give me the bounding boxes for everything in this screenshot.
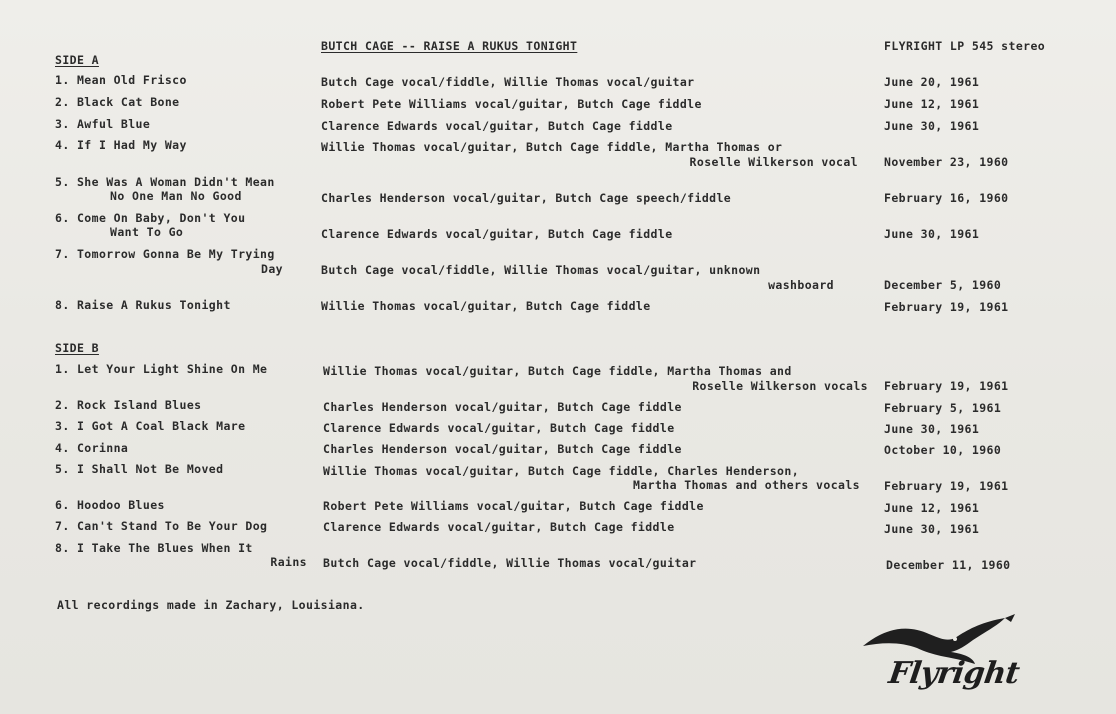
track-title: 3. I Got A Coal Black Mare — [55, 419, 246, 433]
track-title: 7. Can't Stand To Be Your Dog — [55, 519, 268, 533]
track-title: 3. Awful Blue — [55, 117, 151, 131]
recording-location-note: All recordings made in Zachary, Louisiana. — [57, 598, 365, 612]
track-title-cont: Want To Go — [110, 225, 184, 239]
track-title-cont: Day — [261, 262, 283, 276]
side-a-heading: SIDE A — [55, 53, 99, 67]
track-title-cont: No One Man No Good — [110, 189, 242, 203]
track-title: 2. Black Cat Bone — [55, 95, 180, 109]
catalog-number: FLYRIGHT LP 545 stereo — [884, 39, 1046, 53]
track-personnel: Charles Henderson vocal/guitar, Butch Cage fiddle — [323, 442, 682, 456]
album-title: BUTCH CAGE -- RAISE A RUKUS TONIGHT — [321, 39, 578, 53]
track-date: February 19, 1961 — [884, 479, 1009, 493]
track-date: June 30, 1961 — [884, 227, 980, 241]
track-personnel-cont: washboard — [768, 278, 834, 292]
track-date: February 19, 1961 — [884, 300, 1009, 314]
track-date: June 20, 1961 — [884, 75, 980, 89]
track-date: February 5, 1961 — [884, 401, 1002, 415]
track-date: November 23, 1960 — [884, 155, 1009, 169]
track-personnel: Clarence Edwards vocal/guitar, Butch Cage fiddle — [321, 119, 673, 133]
track-title: 7. Tomorrow Gonna Be My Trying — [55, 247, 275, 261]
track-personnel: Butch Cage vocal/fiddle, Willie Thomas vocal/guitar — [321, 75, 695, 89]
track-title: 6. Hoodoo Blues — [55, 498, 165, 512]
track-personnel: Willie Thomas vocal/guitar, Butch Cage fiddle, Martha Thomas or — [321, 140, 783, 154]
track-personnel: Butch Cage vocal/fiddle, Willie Thomas vocal/guitar, unknown — [321, 263, 761, 277]
track-date: December 5, 1960 — [884, 278, 1002, 292]
track-personnel: Willie Thomas vocal/guitar, Butch Cage fiddle — [321, 299, 651, 313]
track-title: 4. If I Had My Way — [55, 138, 187, 152]
track-personnel: Robert Pete Williams vocal/guitar, Butch Cage fiddle — [323, 499, 704, 513]
track-personnel-cont: Roselle Wilkerson vocal — [689, 155, 858, 169]
track-title: 4. Corinna — [55, 441, 129, 455]
track-title: 2. Rock Island Blues — [55, 398, 202, 412]
track-date: February 19, 1961 — [884, 379, 1009, 393]
track-personnel: Clarence Edwards vocal/guitar, Butch Cage fiddle — [321, 227, 673, 241]
track-title: 1. Mean Old Frisco — [55, 73, 187, 87]
track-date: June 30, 1961 — [884, 522, 980, 536]
track-personnel: Willie Thomas vocal/guitar, Butch Cage fiddle, Charles Henderson, — [323, 464, 800, 478]
track-title: 8. I Take The Blues When It — [55, 541, 253, 555]
track-date: June 30, 1961 — [884, 119, 980, 133]
track-title: 8. Raise A Rukus Tonight — [55, 298, 231, 312]
track-title: 5. I Shall Not Be Moved — [55, 462, 224, 476]
track-personnel: Clarence Edwards vocal/guitar, Butch Cage fiddle — [323, 421, 675, 435]
track-title-cont: Rains — [270, 555, 307, 569]
track-personnel: Willie Thomas vocal/guitar, Butch Cage fiddle, Martha Thomas and — [323, 364, 792, 378]
track-personnel: Charles Henderson vocal/guitar, Butch Cage fiddle — [323, 400, 682, 414]
track-personnel: Clarence Edwards vocal/guitar, Butch Cage fiddle — [323, 520, 675, 534]
track-personnel: Butch Cage vocal/fiddle, Willie Thomas vocal/guitar — [323, 556, 697, 570]
track-date: June 30, 1961 — [884, 422, 980, 436]
track-title: 6. Come On Baby, Don't You — [55, 211, 246, 225]
track-personnel-cont: Roselle Wilkerson vocals — [692, 379, 868, 393]
track-date: February 16, 1960 — [884, 191, 1009, 205]
track-date: June 12, 1961 — [884, 97, 980, 111]
track-personnel: Charles Henderson vocal/guitar, Butch Cage speech/fiddle — [321, 191, 732, 205]
track-date: December 11, 1960 — [886, 558, 1011, 572]
track-personnel: Robert Pete Williams vocal/guitar, Butch Cage fiddle — [321, 97, 702, 111]
track-title: 1. Let Your Light Shine On Me — [55, 362, 268, 376]
track-personnel-cont: Martha Thomas and others vocals — [632, 478, 860, 492]
logo-wordmark: Flyright — [886, 656, 1022, 691]
track-title: 5. She Was A Woman Didn't Mean — [55, 175, 275, 189]
track-date: June 12, 1961 — [884, 501, 980, 515]
flyright-logo — [855, 612, 1025, 702]
side-b-heading: SIDE B — [55, 341, 99, 355]
track-date: October 10, 1960 — [884, 443, 1002, 457]
